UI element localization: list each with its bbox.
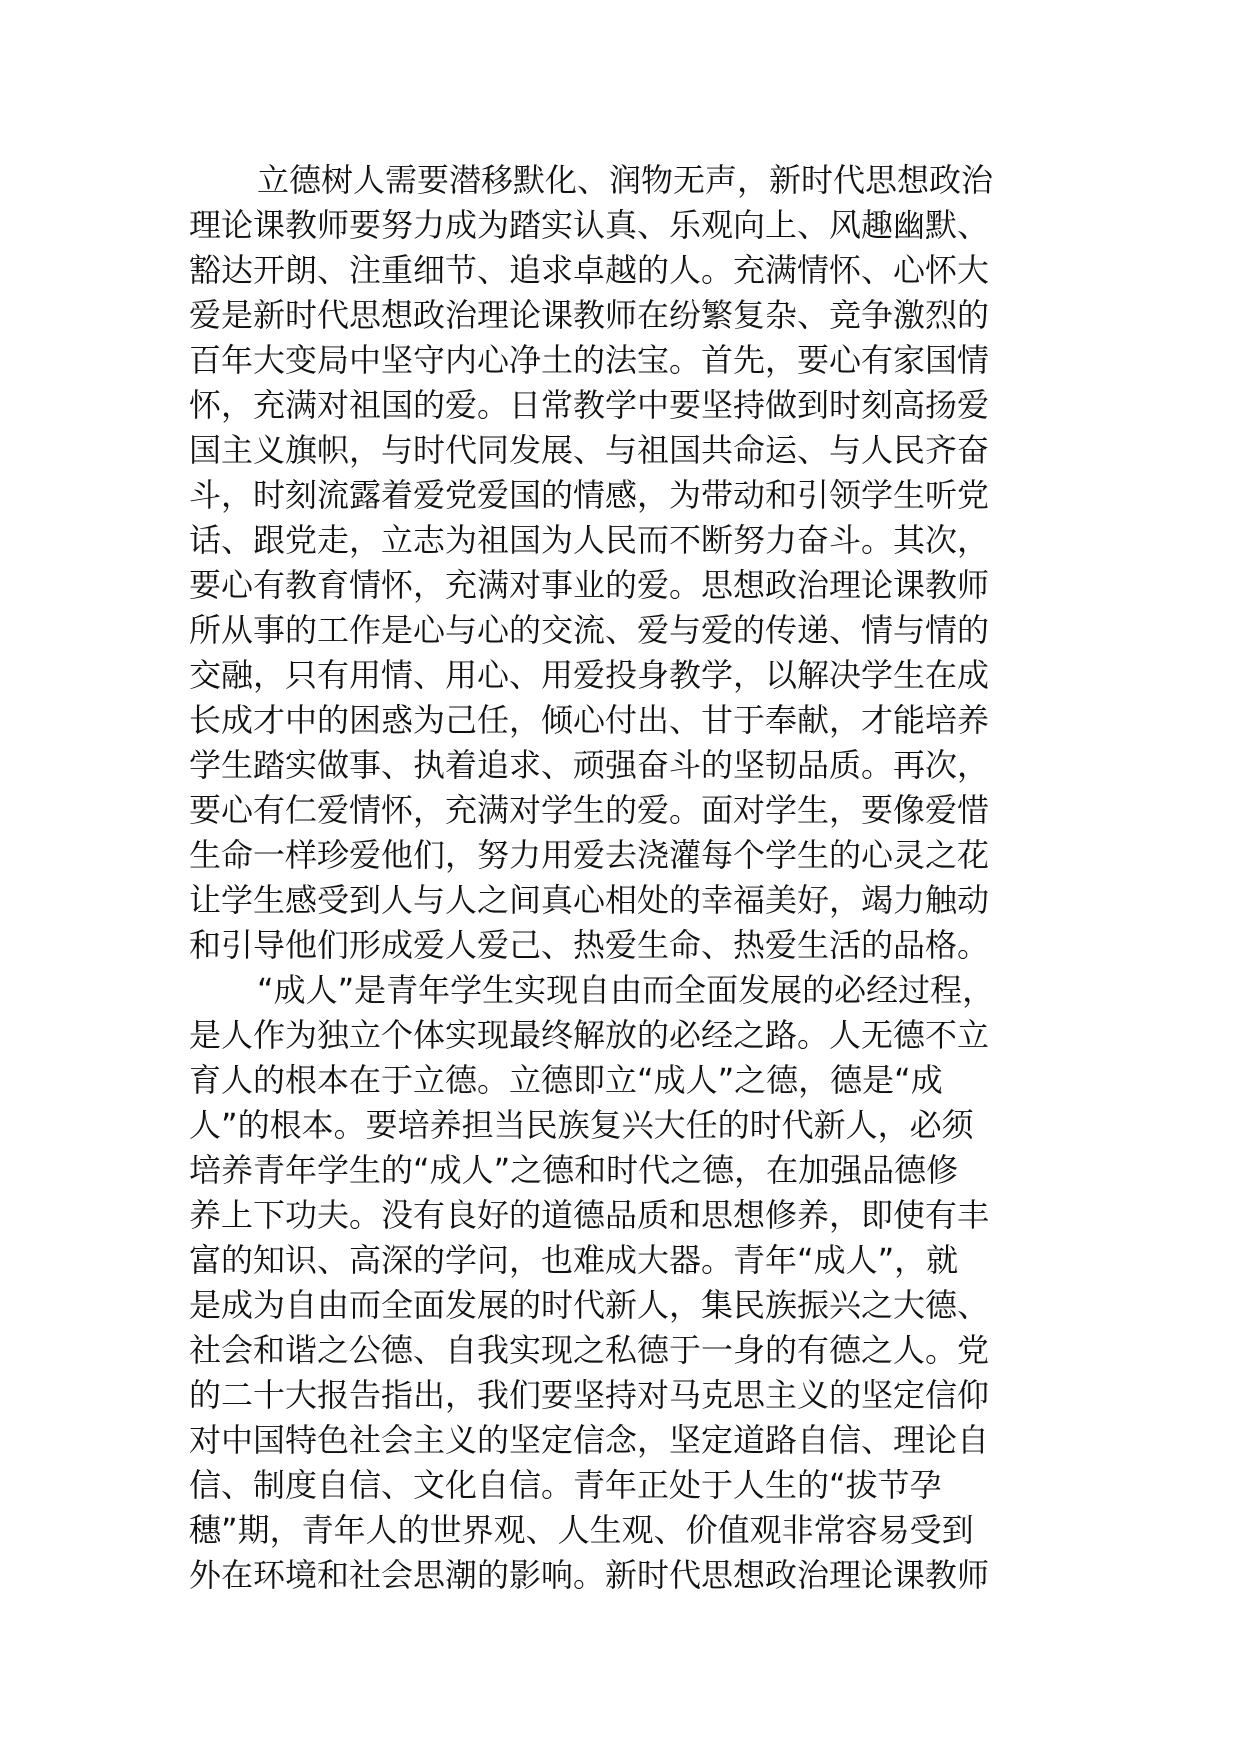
paragraph-line: 斗，时刻流露着爱党爱国的情感，为带动和引领学生听党 — [189, 476, 990, 514]
paragraph-line: 理论课教师要努力成为踏实认真、乐观向上、风趣幽默、 — [189, 206, 990, 244]
paragraph-line: 社会和谐之公德、自我实现之私德于一身的有德之人。党 — [189, 1331, 990, 1369]
paragraph-line: 要心有教育情怀，充满对事业的爱。思想政治理论课教师 — [189, 566, 990, 604]
paragraph-line: 育人的根本在于立德。立德即立“成人”之德，德是“成 — [189, 1061, 943, 1099]
paragraph-line: 所从事的工作是心与心的交流、爱与爱的传递、情与情的 — [189, 611, 990, 649]
paragraph-line: 交融，只有用情、用心、用爱投身教学，以解决学生在成 — [189, 656, 990, 694]
paragraph-line: 信、制度自信、文化自信。青年正处于人生的“拔节孕 — [189, 1466, 942, 1504]
body-text — [189, 158, 1069, 1598]
paragraph-line: 长成才中的困惑为己任，倾心付出、甘于奉献，才能培养 — [189, 701, 990, 739]
paragraph-line: 穗”期，青年人的世界观、人生观、价值观非常容易受到 — [189, 1511, 974, 1549]
paragraph-line: 生命一样珍爱他们，努力用爱去浇灌每个学生的心灵之花 — [189, 836, 990, 874]
paragraph-line: “成人”是青年学生实现自由而全面发展的必经过程， — [257, 971, 995, 1009]
paragraph-line: 学生踏实做事、执着追求、顽强奋斗的坚韧品质。再次， — [189, 746, 990, 784]
paragraph-line: 富的知识、高深的学问，也难成大器。青年“成人”，就 — [189, 1241, 959, 1279]
paragraph-line: 让学生感受到人与人之间真心相处的幸福美好，竭力触动 — [189, 881, 990, 919]
paragraph-line: 爱是新时代思想政治理论课教师在纷繁复杂、竞争激烈的 — [189, 296, 990, 334]
paragraph-line: 的二十大报告指出，我们要坚持对马克思主义的坚定信仰 — [189, 1376, 990, 1414]
paragraph-line: 豁达开朗、注重细节、追求卓越的人。充满情怀、心怀大 — [189, 251, 990, 289]
paragraph-1 — [189, 158, 1069, 968]
paragraph-line: 是成为自由而全面发展的时代新人，集民族振兴之大德、 — [189, 1286, 990, 1324]
paragraph-2 — [189, 968, 1069, 1598]
paragraph-line: 百年大变局中坚守内心净土的法宝。首先，要心有家国情 — [189, 341, 990, 379]
paragraph-line: 国主义旗帜，与时代同发展、与祖国共命运、与人民齐奋 — [189, 431, 990, 469]
paragraph-line: 人”的根本。要培养担当民族复兴大任的时代新人，必须 — [189, 1106, 974, 1144]
paragraph-line: 外在环境和社会思潮的影响。新时代思想政治理论课教师 — [189, 1556, 990, 1594]
paragraph-line: 怀，充满对祖国的爱。日常教学中要坚持做到时刻高扬爱 — [189, 386, 990, 424]
paragraph-line: 和引导他们形成爱人爱己、热爱生命、热爱生活的品格。 — [189, 926, 990, 964]
paragraph-line: 立德树人需要潜移默化、润物无声，新时代思想政治 — [257, 161, 994, 199]
paragraph-line: 养上下功夫。没有良好的道德品质和思想修养，即使有丰 — [189, 1196, 990, 1234]
paragraph-line: 培养青年学生的“成人”之德和时代之德，在加强品德修 — [189, 1151, 959, 1189]
paragraph-line: 是人作为独立个体实现最终解放的必经之路。人无德不立 — [189, 1016, 990, 1054]
paragraph-line: 话、跟党走，立志为祖国为人民而不断努力奋斗。其次， — [189, 521, 990, 559]
paragraph-line: 要心有仁爱情怀，充满对学生的爱。面对学生，要像爱惜 — [189, 791, 990, 829]
paragraph-line: 对中国特色社会主义的坚定信念，坚定道路自信、理论自 — [189, 1421, 990, 1459]
